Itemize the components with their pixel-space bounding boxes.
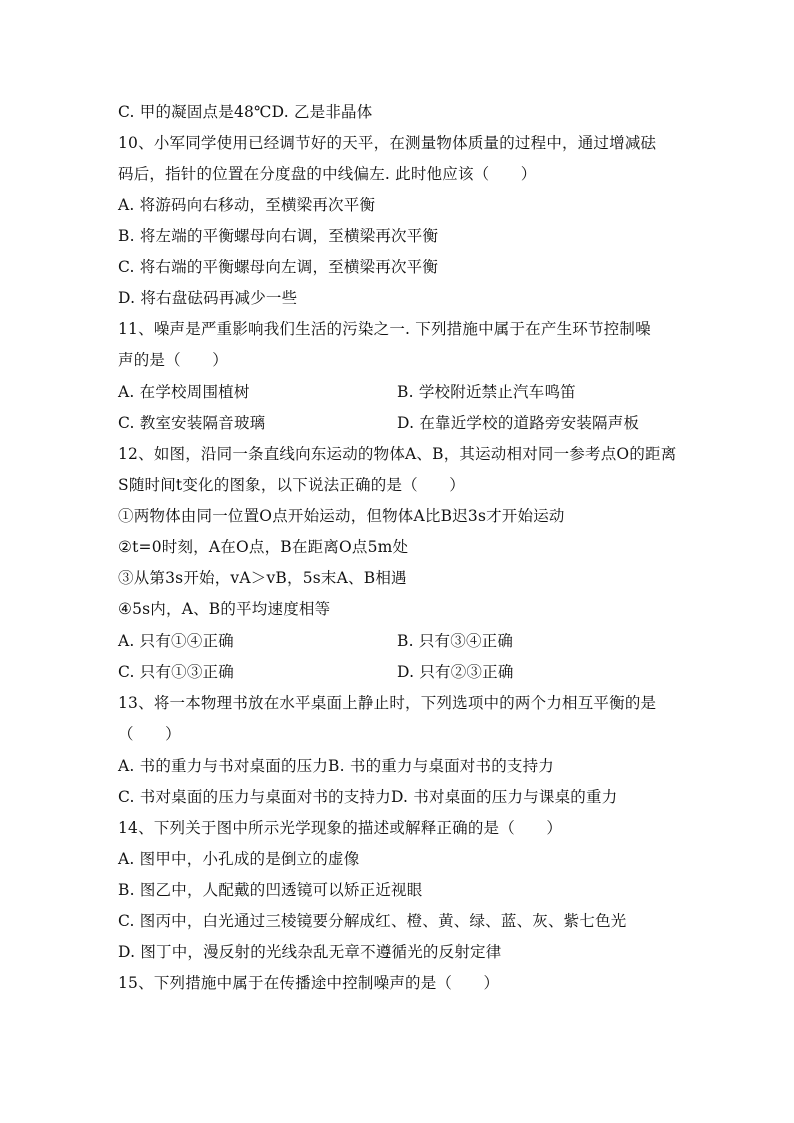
q11-stem-line2: 声的是（ ） <box>118 351 228 369</box>
q15-stem: 15、下列措施中属于在传播途中控制噪声的是（ ） <box>118 974 500 992</box>
q12-statement-1: ①两物体由同一位置O点开始运动，但物体A比B迟3s才开始运动 <box>118 507 565 525</box>
q10-option-d: D. 将右盘砝码再减少一些 <box>118 289 298 307</box>
q12-stem-line1: 12、如图，沿同一条直线向东运动的物体A、B，其运动相对同一参考点O的距离 <box>118 445 677 463</box>
q10-option-c: C. 将右端的平衡螺母向左调，至横梁再次平衡 <box>118 258 439 276</box>
q12-statement-4: ④5s内，A、B的平均速度相等 <box>118 600 331 618</box>
q14-stem: 14、下列关于图中所示光学现象的描述或解释正确的是（ ） <box>118 819 563 837</box>
q11-stem-line1: 11、噪声是严重影响我们生活的污染之一. 下列措施中属于在产生环节控制噪 <box>118 320 651 338</box>
q14-option-d: D. 图丁中，漫反射的光线杂乱无章不遵循光的反射定律 <box>118 943 502 961</box>
q12-stem-line2: S随时间t变化的图象，以下说法正确的是（ ） <box>118 476 465 494</box>
q14-option-b: B. 图乙中，人配戴的凹透镜可以矫正近视眼 <box>118 881 423 899</box>
q12-option-d: D. 只有②③正确 <box>397 663 514 681</box>
q12-option-b: B. 只有③④正确 <box>397 632 514 650</box>
q10-option-b: B. 将左端的平衡螺母向右调，至横梁再次平衡 <box>118 227 439 245</box>
q12-statement-2: ②t=0时刻，A在O点，B在距离O点5m处 <box>118 538 409 556</box>
q11-option-b: B. 学校附近禁止汽车鸣笛 <box>397 383 576 401</box>
q14-option-a: A. 图甲中，小孔成的是倒立的虚像 <box>118 850 360 868</box>
q13-option-cd: C. 书对桌面的压力与桌面对书的支持力D. 书对桌面的压力与课桌的重力 <box>118 788 618 806</box>
q12-option-c: C. 只有①③正确 <box>118 663 234 681</box>
q13-stem-line1: 13、将一本物理书放在水平桌面上静止时，下列选项中的两个力相互平衡的是 <box>118 694 657 712</box>
q10-option-a: A. 将游码向右移动，至横梁再次平衡 <box>118 196 376 214</box>
q12-statement-3: ③从第3s开始，vA＞vB，5s末A、B相遇 <box>118 569 407 587</box>
q11-option-c: C. 教室安装隔音玻璃 <box>118 414 266 432</box>
q11-option-a: A. 在学校周围植树 <box>118 383 250 401</box>
q12-option-a: A. 只有①④正确 <box>118 632 234 650</box>
q11-option-d: D. 在靠近学校的道路旁安装隔声板 <box>397 414 640 432</box>
q13-stem-line2: （ ） <box>118 725 181 743</box>
q9-option-cd: C. 甲的凝固点是48℃D. 乙是非晶体 <box>118 103 373 121</box>
q14-option-c: C. 图丙中，白光通过三棱镜要分解成红、橙、黄、绿、蓝、灰、紫七色光 <box>118 912 627 930</box>
q13-option-ab: A. 书的重力与书对桌面的压力B. 书的重力与桌面对书的支持力 <box>118 757 554 775</box>
q10-stem-line2: 码后，指针的位置在分度盘的中线偏左. 此时他应该（ ） <box>118 165 537 183</box>
q10-stem-line1: 10、小军同学使用已经调节好的天平，在测量物体质量的过程中，通过增减砝 <box>118 134 657 152</box>
